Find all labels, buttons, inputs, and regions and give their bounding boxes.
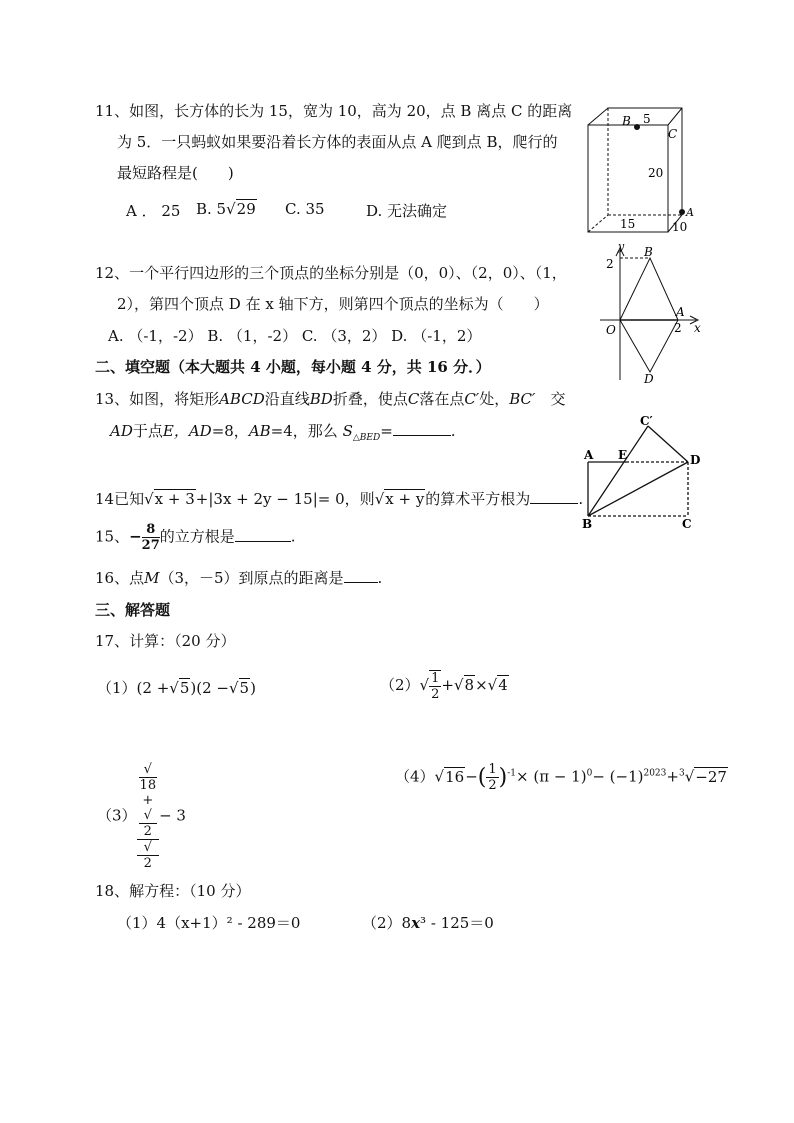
- label-5: 5: [643, 112, 651, 126]
- q13-sub: △BED: [352, 433, 381, 443]
- label-b3: B: [582, 517, 593, 530]
- q17-p4-minus: −: [465, 767, 478, 786]
- label-c3: C: [682, 517, 692, 530]
- label-20: 20: [648, 166, 664, 180]
- q17-part2: （2）√ $\frac{1}{2}$ +√8×√4: [380, 671, 508, 702]
- q14-suffix: 的算术平方根为: [425, 490, 531, 508]
- label-e3: E: [618, 448, 628, 462]
- q15-num: 8: [142, 522, 160, 538]
- q13-text: 沿直线: [264, 390, 310, 408]
- q13-bd: BD: [309, 390, 333, 408]
- q17-p4-plus: +: [666, 767, 679, 786]
- q17-p3-fraction: [137, 762, 160, 871]
- q15-den: 27: [141, 538, 160, 553]
- q17-p4-den: 2: [488, 778, 497, 793]
- q17-p2-plus: +: [441, 676, 454, 694]
- q17-p1-a: (2 +: [136, 679, 170, 697]
- q13-eq: =: [380, 422, 393, 440]
- q15-suffix: 的立方根是: [159, 527, 235, 546]
- q17-p1-rad: 5: [179, 679, 190, 697]
- q12-line1: 12、一个平行四边形的三个顶点的坐标分别是（0，0）、（2，0）、（1，: [95, 264, 567, 282]
- q17-p1-label: （1）: [97, 679, 137, 697]
- q18-title: 18、解方程：（10 分）: [95, 882, 251, 900]
- point-b-dot: [634, 124, 640, 130]
- q17-p2-fraction: [429, 670, 441, 702]
- q11-option-d: D. 无法确定: [366, 202, 448, 220]
- q13-ad: AD: [110, 422, 133, 440]
- q14-radical-2: x + y: [385, 490, 425, 508]
- q15-end: .: [290, 527, 296, 546]
- q17-p1-b: )(2 −: [190, 679, 229, 697]
- q14-eq: = 0，则: [317, 490, 375, 508]
- q17-p3-denominator: √ 2: [137, 840, 160, 871]
- q17-p3-label: （3）: [97, 806, 137, 825]
- q16-prefix: 16、点: [95, 569, 145, 587]
- q14-line: 14已知√x + 3+|3x + 2y − 15|= 0，则√x + y的算术平方根为 .: [95, 490, 584, 508]
- q11-line3: 最短路程是( ): [117, 164, 234, 182]
- q17-p4-num: 1: [488, 762, 497, 777]
- label-c: C: [668, 127, 678, 141]
- q13-text: =8，: [211, 422, 249, 440]
- q11-line2: 为 5．一只蚂蚁如果要沿着长方体的表面从点 A 爬到点 B，爬行的: [117, 133, 558, 151]
- q15-minus: −: [129, 527, 142, 546]
- q15-fraction: [142, 522, 160, 553]
- section-3-heading: 三、解答题: [95, 601, 171, 619]
- label-2y: 2: [606, 257, 614, 271]
- q13-text: 折叠，使点: [332, 390, 408, 408]
- q14-answer-blank[interactable]: [530, 489, 578, 504]
- q16-answer-blank[interactable]: [344, 568, 378, 583]
- folded-rectangle-figure: [578, 412, 706, 530]
- q17-p4-fraction: [486, 762, 498, 793]
- q11-option-b-prefix: B. 5: [196, 200, 227, 218]
- q11-option-a: A ． 25: [126, 202, 181, 220]
- q11-line1: 11、如图，长方体的长为 15，宽为 10，高为 20，点 B 离点 C 的距离: [95, 102, 573, 120]
- q13-cprime: C′: [464, 390, 480, 408]
- q17-p4-exp2023: 2023: [643, 768, 667, 779]
- q17-p4-rad16: 16: [445, 767, 465, 786]
- label-b: B: [622, 114, 631, 128]
- q15-line: [95, 522, 296, 553]
- q18-part2: [362, 912, 494, 933]
- q12-line2: 2），第四个顶点 D 在 x 轴下方，则第四个顶点的坐标为（ ）: [117, 295, 549, 313]
- label-a: A: [686, 206, 694, 219]
- q16-m: M: [144, 569, 160, 587]
- section-2-heading: 二、填空题（本大题共 4 小题，每小题 4 分，共 16 分．）: [95, 358, 491, 376]
- q13-bcprime: BC′: [509, 390, 536, 408]
- q17-p2-label: （2）: [380, 676, 420, 694]
- label-2x: 2: [674, 321, 682, 335]
- q17-p4-cube-rad: −27: [695, 767, 727, 786]
- q15-prefix: 15、: [95, 527, 130, 546]
- q18-part1: （1）4（x+1）² - 289＝0: [117, 914, 301, 932]
- q17-p3-numerator: √ 18 + √ 2: [137, 762, 160, 840]
- q17-p3-tail: − 3: [159, 806, 186, 825]
- label-o: O: [606, 323, 616, 337]
- q17-p3-den-rad: 2: [137, 855, 160, 871]
- q16-coords: （3，－5）到原点的距离是: [159, 569, 344, 587]
- q13-c: C: [407, 390, 420, 408]
- q14-end: .: [578, 490, 584, 508]
- label-y: y: [618, 240, 625, 253]
- q18-p2-x: x: [411, 914, 421, 932]
- q13-text: 落在点: [419, 390, 465, 408]
- label-10: 10: [672, 220, 688, 234]
- q17-part3: [97, 762, 186, 871]
- q16-end: .: [377, 569, 383, 587]
- q17-p3-rad2: 2: [139, 823, 158, 839]
- label-a3: A: [584, 448, 594, 462]
- q11-option-b: B. 5√29: [196, 200, 256, 218]
- q17-p2-rad8: 8: [464, 676, 475, 694]
- q13-text: =4，那么: [270, 422, 338, 440]
- q16-line: [95, 567, 382, 588]
- label-15: 15: [620, 217, 636, 231]
- q13-s: S: [342, 422, 353, 440]
- q17-p4-label: （4）: [395, 767, 435, 786]
- q17-p2-num: 1: [431, 671, 440, 686]
- q17-p2-rad4: 4: [498, 676, 508, 694]
- q11-option-b-radicand: 29: [236, 200, 256, 218]
- q13-line1: [95, 388, 565, 409]
- cuboid-figure: [580, 100, 700, 240]
- q17-p4-cube-index: 3: [678, 768, 685, 779]
- q18-p2-b: ³ - 125＝0: [420, 914, 494, 932]
- q17-part4: （4）√16−( $\frac{1}{2}$ )$^{-1}\times (\pi - 1)^0- (-1)^{2023}+^3√-27$: [395, 762, 727, 793]
- q17-p2-times: ×: [475, 676, 488, 694]
- q13-line2: [110, 420, 456, 443]
- q13-end: .: [450, 422, 456, 440]
- q13-text: 13、如图，将矩形: [95, 390, 220, 408]
- q17-part1: （1）(2 +√5)(2 −√5): [97, 679, 256, 697]
- q18-p2-a: （2）8: [362, 914, 412, 932]
- q17-p3-plus: +: [142, 793, 154, 808]
- q14-radical-1: x + 3: [154, 490, 195, 508]
- q15-answer-blank[interactable]: [235, 527, 291, 542]
- q13-abcd: ABCD: [219, 390, 265, 408]
- point-a-dot: [679, 209, 685, 215]
- q13-answer-blank[interactable]: [393, 421, 451, 436]
- q17-p3-rad18: 18: [139, 778, 157, 793]
- q17-p1-c: ): [250, 679, 256, 697]
- q13-text: 交: [550, 390, 566, 408]
- q11-option-c: C. 35: [285, 200, 325, 218]
- q17-p4-mid: − (−1): [592, 767, 644, 786]
- parallelogram-figure: [600, 240, 710, 385]
- q12-options: A. （-1，-2） B. （1，-2） C. （3，2） D. （-1，2）: [108, 327, 482, 345]
- label-d3: D: [690, 453, 701, 467]
- label-a2: A: [676, 305, 685, 319]
- q17-p4-exp0: 0: [586, 768, 593, 779]
- q14-plus: +: [195, 490, 209, 508]
- q13-text: 于点: [132, 422, 163, 440]
- label-d: D: [644, 372, 654, 385]
- q17-p4-times: × (π − 1): [516, 767, 587, 786]
- q17-title: 17、计算：（20 分）: [95, 632, 236, 650]
- q13-e-ad: E，AD: [162, 422, 212, 440]
- label-cprime: C′: [640, 414, 653, 428]
- q13-ab: AB: [248, 422, 271, 440]
- q17-p2-den: 2: [431, 687, 440, 702]
- q17-p4-exp: -1: [507, 768, 517, 779]
- label-b2: B: [644, 245, 653, 259]
- q13-text: 处，: [479, 390, 510, 408]
- q14-prefix: 14已知: [95, 490, 145, 508]
- q14-abs-expr: 3x + 2y − 15: [213, 490, 313, 508]
- label-x: x: [694, 321, 701, 335]
- q17-p1-rad2: 5: [239, 679, 250, 697]
